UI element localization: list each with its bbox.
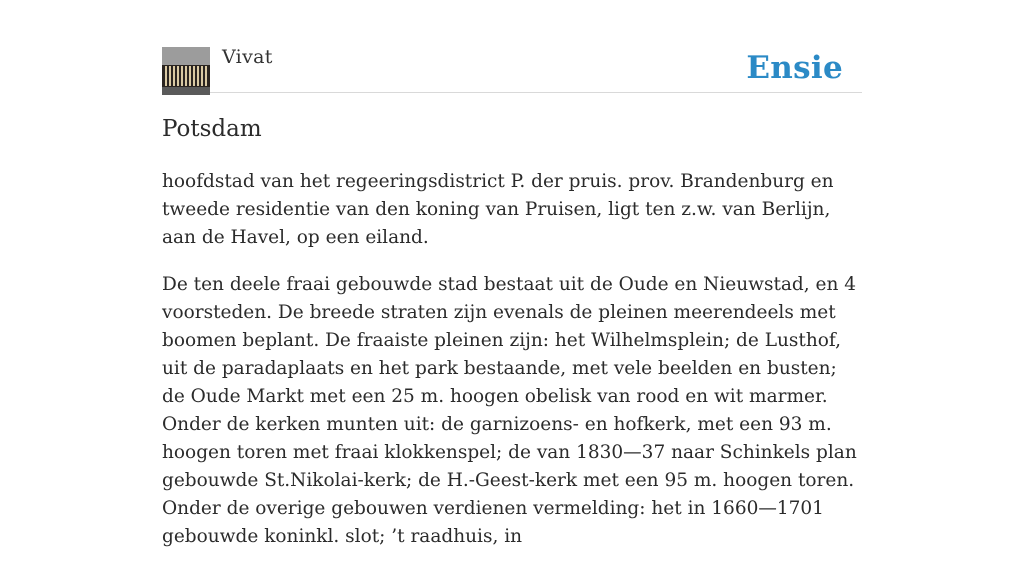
article-body bbox=[162, 168, 862, 570]
author-name[interactable]: Vivat bbox=[222, 46, 273, 68]
page-container bbox=[162, 0, 862, 547]
header bbox=[162, 0, 862, 93]
article-paragraph: hoofdstad van het regeeringsdistrict P. der pruis. prov. Brandenburg en tweede residentie van den koning van Pruisen, ligt ten z.w. van Berlijn, aan de Havel, op een eiland. bbox=[162, 171, 834, 248]
author-avatar[interactable] bbox=[162, 47, 210, 95]
brand-logo[interactable]: Ensie bbox=[746, 50, 843, 86]
article-paragraph: De ten deele fraai gebouwde stad bestaat uit de Oude en Nieuwstad, en 4 voorsteden. De breede straten zijn evenals de pleinen meerendeels met boomen beplant. De fraaiste pleinen zijn: het Wilhelmsplein; de Lusthof, uit de paradaplaats en het park bestaande, met vele beelden en busten; de Oude Markt met een 25 m. hoogen obelisk van rood en wit marmer. Onder de kerken munten uit: de garnizoens- en hofkerk, met een 93 m. hoogen toren met fraai klokkenspel; de van 1830—37 naar Schinkels plan gebouwde St.Nikolai-kerk; de H.-Geest-kerk met een 95 m. hoogen toren. Onder de overige gebouwen verdienen vermelding: het in 1660—1701 gebouwde koninkl. slot; ’t raadhuis, in bbox=[162, 274, 857, 547]
avatar-image-icon bbox=[162, 47, 210, 95]
page-title: Potsdam bbox=[162, 116, 262, 142]
